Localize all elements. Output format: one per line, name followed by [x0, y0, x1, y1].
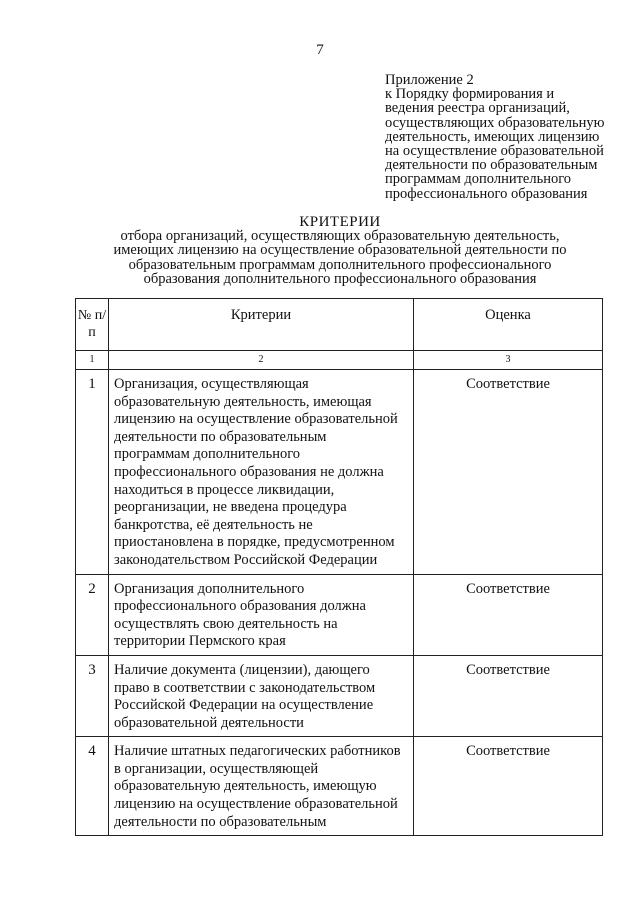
- criteria-line: территории Пермского края: [114, 633, 286, 650]
- row-criteria-text: [109, 655, 414, 736]
- criteria-subtitle-line: отбора организаций, осуществляющих образовательную деятельность,: [120, 228, 560, 244]
- criteria-line: осуществлять свою деятельность на: [114, 615, 338, 632]
- criteria-line: образовательную деятельность, имеющую: [114, 778, 377, 795]
- criteria-subtitle-line: имеющих лицензию на осуществление образовательной деятельности по: [113, 242, 567, 259]
- criteria-line: реорганизации, не введена процедура: [114, 499, 347, 516]
- criteria-line: Организация, осуществляющая: [114, 376, 309, 392]
- table-row: [76, 574, 603, 655]
- criteria-line: лицензию на осуществление образовательной: [114, 796, 398, 813]
- criteria-line: образовательную деятельность, имеющая: [114, 393, 372, 410]
- row-evaluation: Соответствие: [414, 370, 603, 575]
- criteria-line: программам дополнительного: [114, 446, 301, 463]
- criteria-line: деятельности по образовательным: [114, 428, 327, 445]
- criteria-line: приостановлена в порядке, предусмотренном: [114, 534, 395, 551]
- criteria-table: [75, 298, 603, 836]
- index-cell: 3: [414, 351, 603, 370]
- criteria-line: деятельности по образовательным: [114, 813, 327, 830]
- row-number: 3: [76, 655, 109, 736]
- table-row: [76, 655, 603, 736]
- appendix-line: к Порядку формирования и: [385, 86, 555, 103]
- row-criteria-text: [109, 370, 414, 575]
- appendix-line: деятельности по образовательным: [385, 157, 598, 174]
- criteria-subtitle: [0, 229, 640, 286]
- criteria-line: находиться в процессе ликвидации,: [114, 481, 335, 498]
- appendix-line: профессионального образования: [385, 185, 588, 202]
- appendix-line: на осуществление образовательной: [385, 143, 604, 160]
- header-num: № п/п: [76, 299, 109, 351]
- criteria-line: образовательной деятельности: [114, 714, 304, 731]
- table-header-row: [76, 299, 603, 351]
- row-criteria-text: [109, 574, 414, 655]
- row-number: 1: [76, 370, 109, 575]
- criteria-line: Организация дополнительного: [114, 580, 305, 597]
- table-row: [76, 737, 603, 836]
- criteria-line: лицензию на осуществление образовательной: [114, 411, 398, 428]
- criteria-subtitle-line: образования дополнительного профессионального образования: [143, 270, 537, 287]
- criteria-title: КРИТЕРИИ: [299, 214, 381, 230]
- criteria-line: профессионального образования не должна: [114, 463, 384, 480]
- header-evaluation: Оценка: [414, 299, 603, 351]
- row-criteria-text: [109, 737, 414, 836]
- row-number: 4: [76, 737, 109, 836]
- appendix-line: программам дополнительного: [385, 171, 572, 188]
- row-evaluation: Соответствие: [414, 655, 603, 736]
- header-criteria: Критерии: [109, 299, 414, 351]
- index-cell: 1: [76, 351, 109, 370]
- criteria-line: Российской Федерации на осуществление: [114, 697, 374, 714]
- row-number: 2: [76, 574, 109, 655]
- criteria-line: Наличие штатных педагогических работников: [114, 743, 401, 760]
- appendix-line: деятельность, имеющих лицензию: [385, 128, 600, 145]
- criteria-line: законодательством Российской Федерации: [114, 551, 378, 568]
- appendix-line: Приложение 2: [385, 72, 474, 88]
- table-row: [76, 370, 603, 575]
- table-index-row: [76, 351, 603, 370]
- criteria-subtitle-line: образовательным программам дополнительного профессионального: [128, 256, 552, 273]
- criteria-line: Наличие документа (лицензии), дающего: [114, 661, 370, 678]
- page-number: 7: [316, 42, 324, 58]
- criteria-line: в организации, осуществляющей: [114, 760, 319, 777]
- row-evaluation: Соответствие: [414, 737, 603, 836]
- index-cell: 2: [109, 351, 414, 370]
- appendix-block: [385, 73, 635, 201]
- row-evaluation: Соответствие: [414, 574, 603, 655]
- criteria-line: профессионального образования должна: [114, 598, 366, 615]
- criteria-line: право в соответствии с законодательством: [114, 679, 376, 696]
- appendix-line: ведения реестра организаций,: [385, 100, 570, 117]
- appendix-line: осуществляющих образовательную: [385, 114, 605, 131]
- criteria-line: банкротства, её деятельность не: [114, 516, 313, 533]
